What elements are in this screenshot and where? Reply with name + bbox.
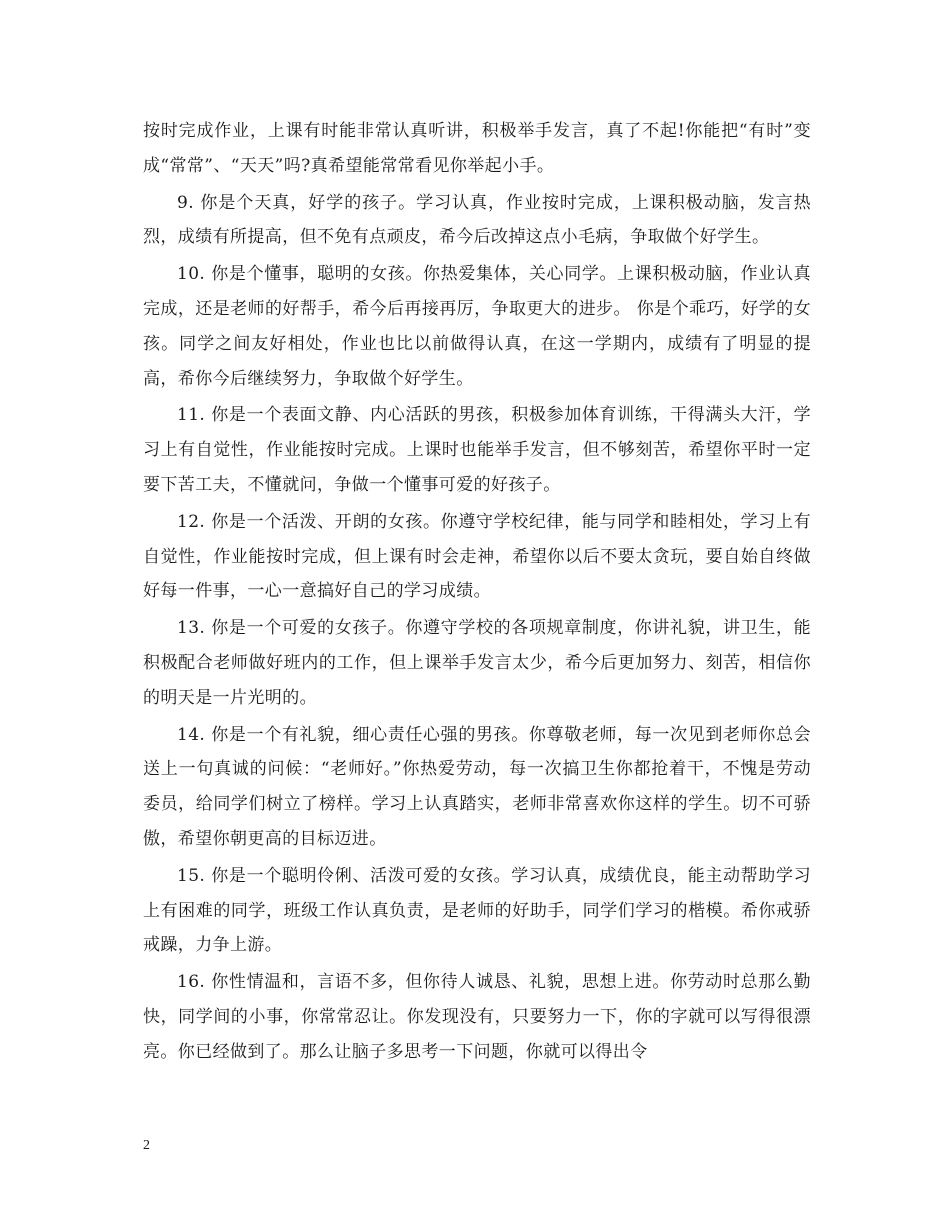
- paragraph-item-12: 12. 你是一个活泼、开朗的女孩。你遵守学校纪律，能与同学和睦相处，学习上有自觉性，作业能按时完成，但上课有时会走神，希望你以后不要太贪玩，要自始自终做好每一件事，一心一意搞好自己的学习成绩。: [143, 511, 811, 602]
- document-body: [143, 114, 811, 1072]
- paragraph-item-9: 9. 你是个天真，好学的孩子。学习认真，作业按时完成，上课积极动脑，发言热烈，成绩有所提高，但不免有点顽皮，希今后改掉这点小毛病，争取做个好学生。: [143, 192, 811, 248]
- paragraph-item-16: 16. 你性情温和，言语不多，但你待人诚恳、礼貌，思想上进。你劳动时总那么勤快，同学间的小事，你常常忍让。你发现没有，只要努力一下，你的字就可以写得很漂亮。你已经做到了。那么让脑子多思考一下问题，你就可以得出令: [143, 972, 811, 1062]
- paragraph-item-14: 14. 你是一个有礼貌，细心责任心强的男孩。你尊敬老师，每一次见到老师你总会送上一句真诚的问候：“老师好。”你热爱劳动，每一次搞卫生你都抢着干，不愧是劳动委员，给同学们树立了榜样。学习上认真踏实，老师非常喜欢你这样的学生。切不可骄傲，希望你朝更高的目标迈进。: [143, 724, 811, 849]
- paragraph-item-10: 10. 你是个懂事，聪明的女孩。你热爱集体，关心同学。上课积极动脑，作业认真完成，还是老师的好帮手，希今后再接再厉，争取更大的进步。 你是个乖巧，好学的女孩。同学之间友好相处，作业也比以前做得认真，在这一学期内，成绩有了明显的提高，希你今后继续努力，争取做个好学生。: [143, 264, 811, 389]
- paragraph-item-15: 15. 你是一个聪明伶俐、活泼可爱的女孩。学习认真，成绩优良，能主动帮助学习上有困难的同学，班级工作认真负责，是老师的好助手，同学们学习的楷模。希你戒骄戒躁，力争上游。: [143, 865, 811, 956]
- page-number: 2: [143, 1138, 150, 1153]
- paragraph-continuation: 按时完成作业，上课有时能非常认真听讲，积极举手发言，真了不起!你能把“有时”变成“常常”、“天天”吗?真希望能常常看见你举起小手。: [143, 121, 811, 176]
- paragraph-item-13: 13. 你是一个可爱的女孩子。你遵守学校的各项规章制度，你讲礼貌，讲卫生，能积极配合老师做好班内的工作，但上课举手发言太少，希今后更加努力、刻苦，相信你的明天是一片光明的。: [143, 618, 811, 708]
- paragraph-item-11: 11. 你是一个表面文静、内心活跃的男孩，积极参加体育训练，干得满头大汗，学习上有自觉性，作业能按时完成。上课时也能举手发言，但不够刻苦，希望你平时一定要下苦工夫，不懂就问，争做一个懂事可爱的好孩子。: [143, 405, 811, 495]
